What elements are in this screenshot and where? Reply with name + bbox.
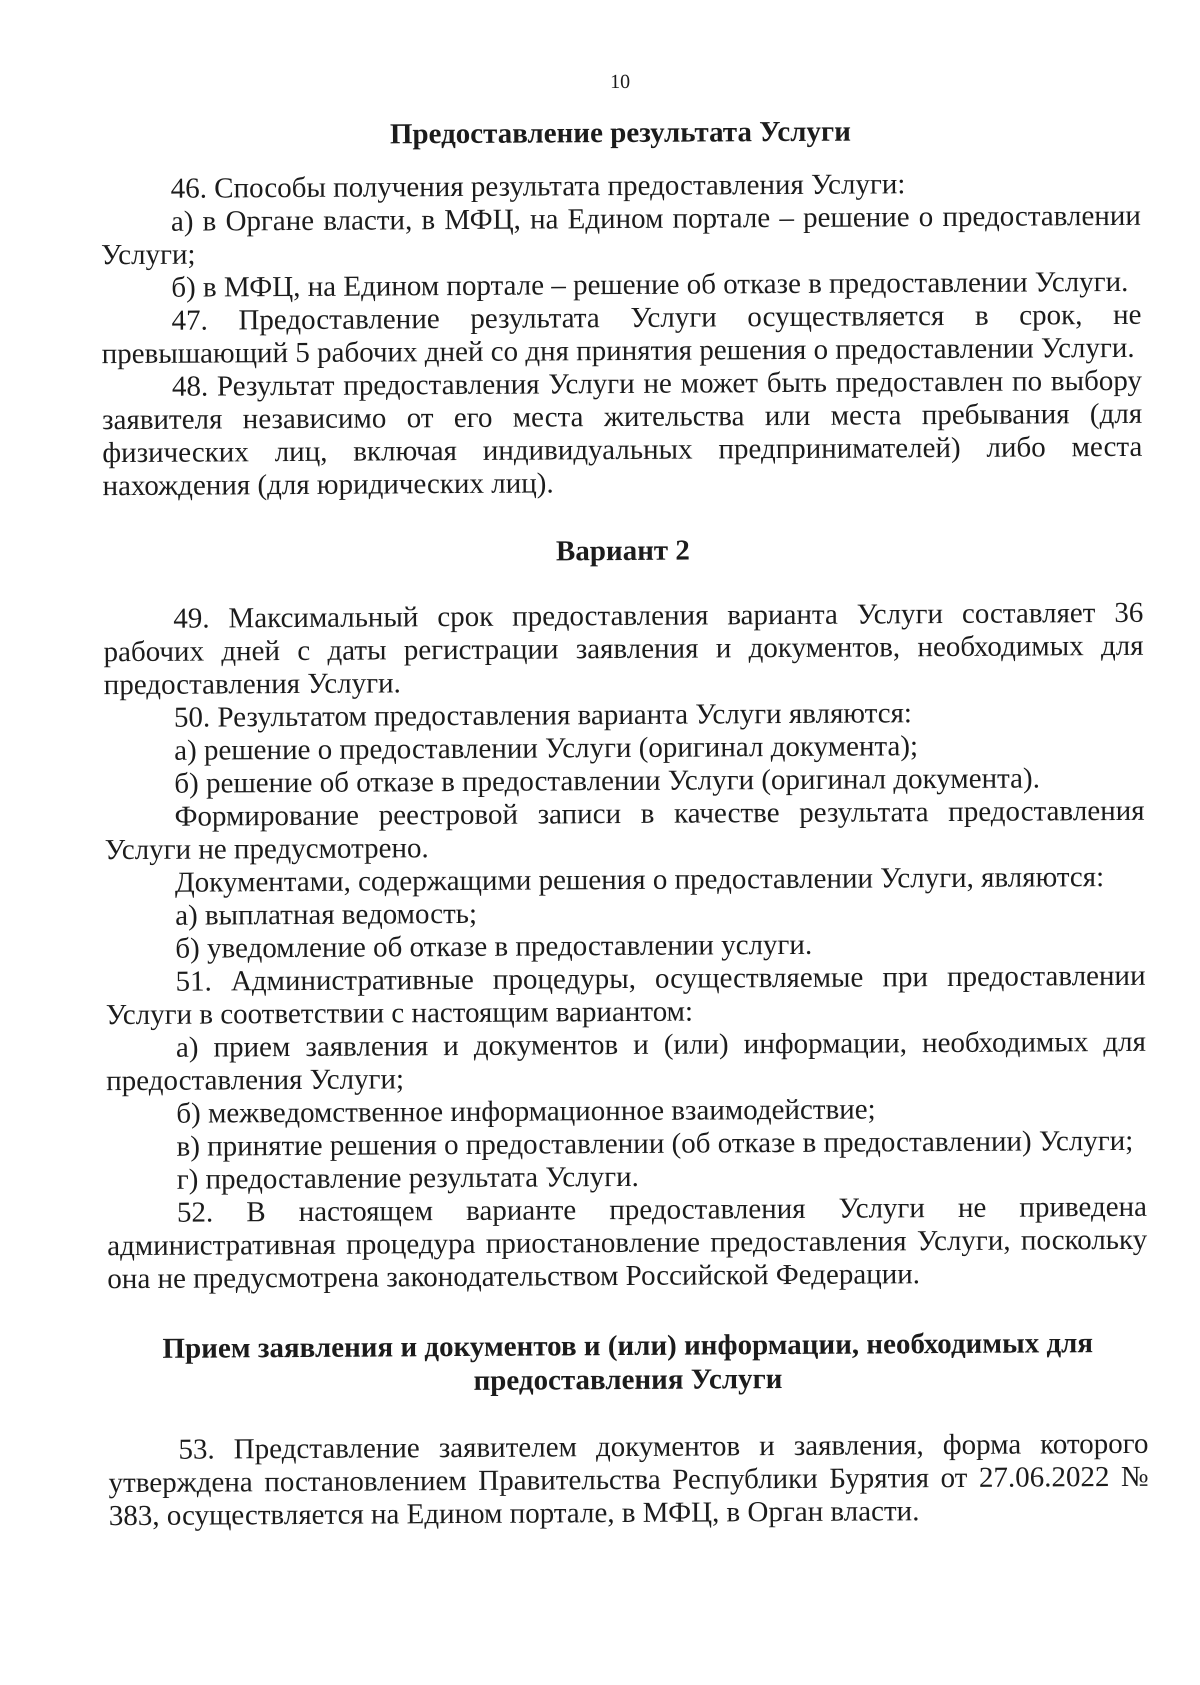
section-variant-2-body — [103, 597, 1147, 1296]
paragraph: а) в Органе власти, в МФЦ, на Едином портале – решение о предоставлении Услуги; — [101, 199, 1141, 272]
paragraph: 49. Максимальный срок предоставления варианта Услуги составляет 36 рабочих дней с даты регистрации заявления и документов, необходимых для предоставления Услуги. — [103, 596, 1144, 702]
section-result-body — [101, 167, 1143, 503]
paragraph: 46. Способы получения результата предоставления Услуги: — [170, 168, 906, 205]
paragraph: б) межведомственное информационное взаимодействие; — [176, 1093, 876, 1130]
paragraph: а) решение о предоставлении Услуги (оригинал документа); — [174, 730, 919, 767]
section-heading-application-intake: Прием заявления и документов и (или) информации, необходимых для предоставления Услуги — [162, 1327, 1094, 1397]
paragraph: б) в МФЦ, на Едином портале – решение об отказе в предоставлении Услуги. — [171, 265, 1129, 304]
section-application-intake-body — [108, 1428, 1149, 1533]
paragraph: 53. Представление заявителем документов и заявления, форма которого утверждена постановлением Правительства Республики Бурятия от 27.06.2022 № 383, осуществляется на Едином портале, в МФЦ, в Орган власти. — [108, 1427, 1149, 1533]
section-heading-variant-2: Вариант 2 — [555, 534, 690, 568]
paragraph: 50. Результатом предоставления варианта Услуги являются: — [173, 697, 913, 734]
paragraph: а) прием заявления и документов и (или) информации, необходимых для предоставления Услуги; — [106, 1025, 1147, 1098]
paragraph: Формирование реестровой записи в качестве результата предоставления Услуги не предусмотрено. — [104, 794, 1145, 867]
paragraph: 51. Административные процедуры, осуществляемые при предоставлении Услуги в соответствии с настоящим вариантом: — [105, 959, 1146, 1032]
page-content — [100, 67, 1149, 1533]
paragraph: 52. В настоящем варианте предоставления Услуги не приведена административная процедура приостановление предоставления Услуги, поскольку она не предусмотрена законодательством Российской Федерации. — [107, 1190, 1148, 1296]
paragraph: б) уведомление об отказе в предоставлении услуги. — [175, 928, 813, 965]
page-number: 10 — [610, 70, 631, 94]
paragraph: 48. Результат предоставления Услуги не может быть предоставлен по выбору заявителя независимо от его места жительства или места пребывания (для физических лиц, включая индивидуальных предпринимателей) либо места нахождения (для юридических лиц). — [102, 364, 1143, 503]
paragraph: 47. Предоставление результата Услуги осуществляется в срок, не превышающий 5 рабочих дней со дня принятия решения о предоставлении Услуги. — [101, 298, 1142, 371]
paragraph: б) решение об отказе в предоставлении Услуги (оригинал документа). — [174, 762, 1041, 800]
section-heading-result: Предоставление результата Услуги — [389, 115, 851, 151]
paragraph: г) предоставление результата Услуги. — [176, 1160, 639, 1196]
paragraph: а) выплатная ведомость; — [175, 897, 478, 932]
paragraph: Документами, содержащими решения о предоставлении Услуги, являются: — [174, 861, 1105, 899]
paragraph: в) принятие решения о предоставлении (об отказе в предоставлении) Услуги; — [176, 1124, 1134, 1163]
